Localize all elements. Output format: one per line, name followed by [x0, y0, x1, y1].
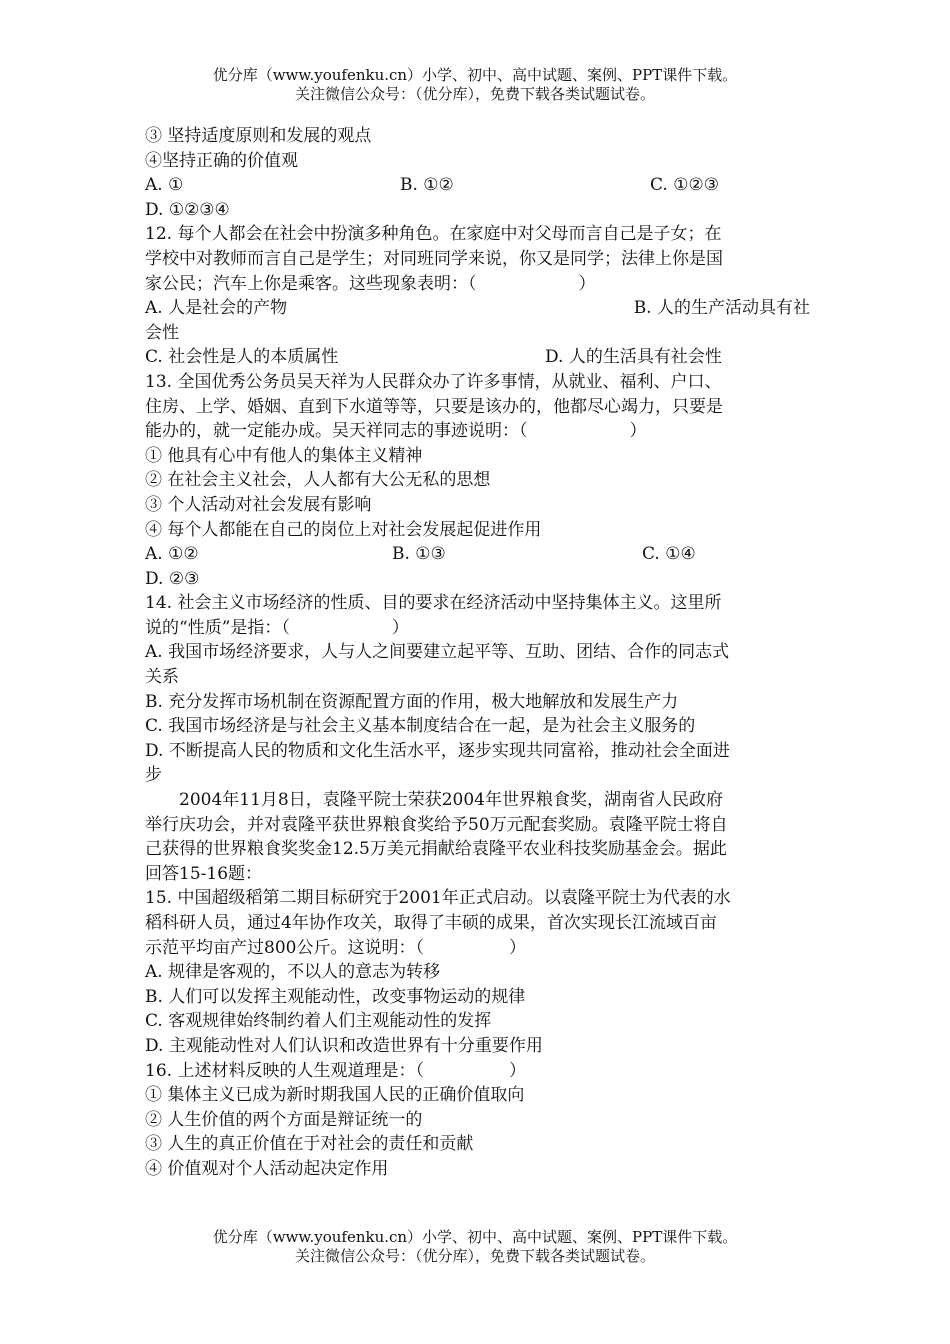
q11-item-4: ④坚持正确的价值观 [145, 150, 298, 171]
q15-stem-2: 稻科研人员，通过4年协作攻关，取得了丰硕的成果，首次实现长江流域百亩 [145, 913, 717, 933]
q14-stem-2: 说的“性质”是指：（ ） [145, 617, 409, 638]
q12-option-b-cont: 会性 [145, 322, 179, 343]
q11-option-c: C. ①②③ [650, 175, 719, 196]
q15-stem-1: 15. 中国超级稻第二期目标研究于2001年正式启动。以袁隆平院士为代表的水 [145, 888, 731, 909]
footer-line-1: 优分库（www.youfenku.cn）小学、初中、高中试题、案例、PPT课件下载。 [212, 1228, 738, 1246]
q15-stem-3: 示范平均亩产过800公斤。这说明：（ ） [145, 937, 526, 958]
q13-stem-1: 13. 全国优秀公务员吴天祥为人民群众办了许多事情，从就业、福利、户口、 [145, 371, 722, 392]
q13-item-3: ③ 个人活动对社会发展有影响 [145, 494, 372, 515]
q11-option-d: D. ①②③④ [145, 199, 230, 220]
q12-options-cd [145, 345, 810, 370]
q13-stem-2: 住房、上学、婚姻、直到下水道等等，只要是该办的，他都尽心竭力，只要是 [145, 396, 723, 417]
page-footer [0, 1228, 950, 1266]
q15-option-b: B. 人们可以发挥主观能动性，改变事物运动的规律 [145, 986, 526, 1007]
q15-option-d: D. 主观能动性对人们认识和改造世界有十分重要作用 [145, 1035, 543, 1056]
q12-option-c: C. 社会性是人的本质属性 [145, 347, 339, 368]
q16-stem: 16. 上述材料反映的人生观道理是：（ ） [145, 1060, 526, 1081]
q12-options-ab [145, 296, 810, 321]
material-line-2: 举行庆功会，并对袁隆平获世界粮食奖给予50万元配套奖励。袁隆平院士将自 [145, 814, 728, 835]
q13-option-b: B. ①③ [392, 544, 446, 565]
q16-item-1: ① 集体主义已成为新时期我国人民的正确价值取向 [145, 1085, 525, 1106]
q14-option-d: D. 不断提高人民的物质和文化生活水平，逐步实现共同富裕，推动社会全面进 [145, 740, 730, 761]
q14-option-b: B. 充分发挥市场机制在资源配置方面的作用，极大地解放和发展生产力 [145, 691, 679, 712]
q14-stem-1: 14. 社会主义市场经济的性质、目的要求在经济活动中坚持集体主义。这里所 [145, 593, 722, 614]
q12-stem-2: 学校中对教师而言自己是学生；对同班同学来说，你又是同学；法律上你是国 [145, 248, 723, 269]
q11-option-b: B. ①② [400, 175, 454, 196]
q12-option-b: B. 人的生产活动具有社 [633, 298, 810, 319]
q13-stem-3: 能办的，就一定能办成。吴天祥同志的事迹说明：（ ） [145, 421, 647, 442]
q13-option-a: A. ①② [145, 544, 199, 565]
q14-option-a-cont: 关系 [145, 667, 179, 688]
q12-stem-3: 家公民；汽车上你是乘客。这些现象表明：（ ） [145, 273, 596, 294]
q12-stem-1: 12. 每个人都会在社会中扮演多种角色。在家庭中对父母而言自己是子女；在 [145, 224, 722, 245]
material-line-4: 回答15-16题： [145, 863, 263, 884]
q13-item-4: ④ 每个人都能在自己的岗位上对社会发展起促进作用 [145, 519, 542, 540]
q15-option-a: A. 规律是客观的，不以人的意志为转移 [145, 962, 441, 983]
footer-line-2: 关注微信公众号：（优分库），免费下载各类试题试卷。 [294, 1247, 655, 1265]
q14-option-d-cont: 步 [145, 765, 162, 786]
q13-item-2: ② 在社会主义社会，人人都有大公无私的思想 [145, 470, 491, 491]
q13-option-c: C. ①④ [642, 544, 696, 565]
material-line-1: 2004年11月8日，袁隆平院士荣获2004年世界粮食奖，湖南省人民政府 [179, 790, 723, 811]
q16-item-2: ② 人生价值的两个方面是辩证统一的 [145, 1109, 423, 1130]
q16-item-3: ③ 人生的真正价值在于对社会的责任和贡献 [145, 1134, 474, 1155]
header-line-1: 优分库（www.youfenku.cn）小学、初中、高中试题、案例、PPT课件下载。 [212, 66, 738, 84]
exam-content [145, 124, 810, 1182]
q13-options [145, 542, 810, 567]
q11-item-3: ③ 坚持适度原则和发展的观点 [145, 126, 372, 146]
q12-option-a: A. 人是社会的产物 [145, 298, 288, 319]
q12-option-d: D. 人的生活具有社会性 [545, 347, 722, 368]
q14-option-c: C. 我国市场经济是与社会主义基本制度结合在一起，是为社会主义服务的 [145, 716, 696, 737]
page-header [0, 66, 950, 104]
q11-options [145, 173, 810, 198]
q15-option-c: C. 客观规律始终制约着人们主观能动性的发挥 [145, 1011, 492, 1032]
q13-option-d: D. ②③ [145, 568, 200, 589]
q16-item-4: ④ 价值观对个人活动起决定作用 [145, 1158, 389, 1179]
q13-item-1: ① 他具有心中有他人的集体主义精神 [145, 445, 423, 466]
material-line-3: 己获得的世界粮食奖奖金12.5万美元捐献给袁隆平农业科技奖励基金会。据此 [145, 839, 727, 860]
q11-option-a: A. ① [145, 175, 184, 196]
q14-option-a: A. 我国市场经济要求，人与人之间要建立起平等、互助、团结、合作的同志式 [145, 642, 730, 663]
header-line-2: 关注微信公众号：（优分库），免费下载各类试题试卷。 [294, 85, 655, 103]
